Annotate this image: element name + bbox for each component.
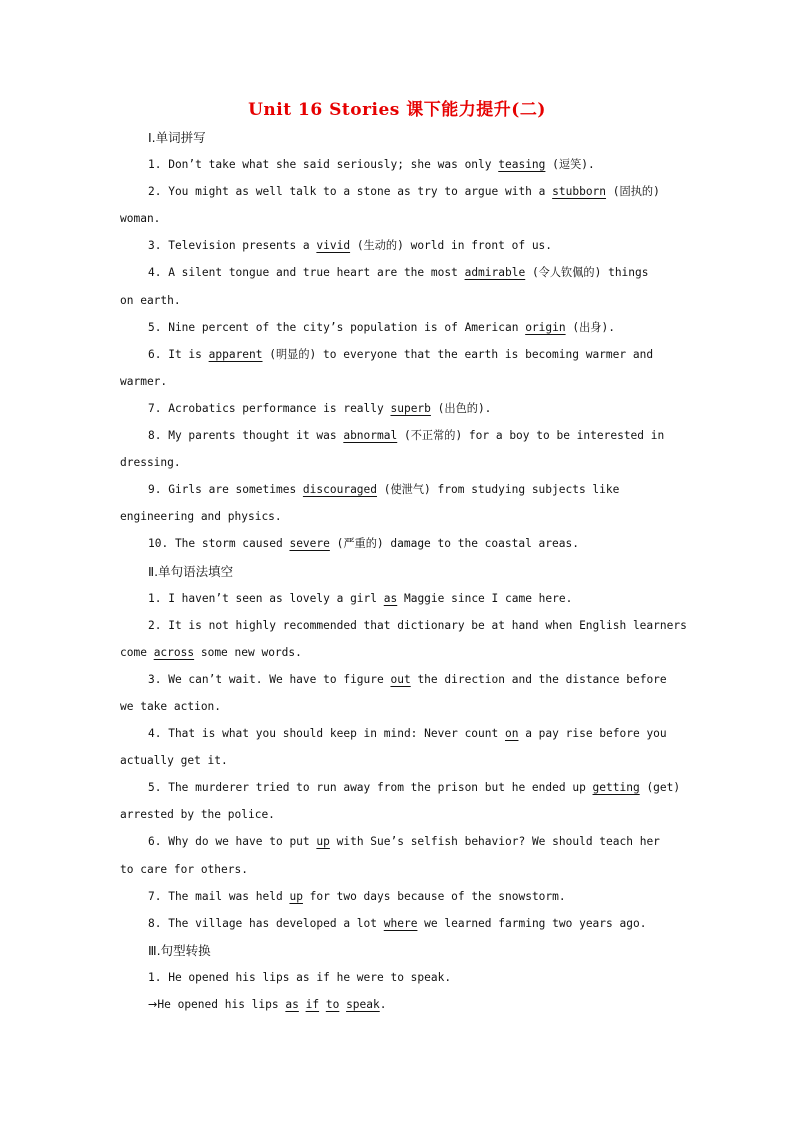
exercise-item-continuation: arrested by the police. <box>120 808 275 822</box>
answer-text: as <box>285 998 299 1011</box>
exercise-item-continuation: engineering and physics. <box>120 510 282 524</box>
exercise-item-continuation: warmer. <box>120 374 168 388</box>
answer-text: teasing <box>498 158 546 172</box>
exercise-item: 1. He opened his lips as if he were to speak. <box>148 970 452 984</box>
exercise-item: 7. The mail was held up for two days because of the snowstorm. <box>148 889 566 903</box>
arrow-icon: → <box>148 998 158 1011</box>
exercise-content <box>120 124 720 1018</box>
exercise-item-continuation: on earth. <box>120 293 181 307</box>
answer-text: origin <box>525 320 566 334</box>
answer-text: abnormal <box>343 429 398 443</box>
answer-text: superb <box>390 401 431 415</box>
exercise-item-continuation: dressing. <box>120 456 181 470</box>
section-heading: Ⅰ.单词拼写 <box>148 130 206 145</box>
exercise-item: 7. Acrobatics performance is really superb (出色的). <box>148 401 492 415</box>
rewrite-answer: →He opened his lips as if to speak. <box>148 998 387 1011</box>
exercise-item: 8. My parents thought it was abnormal (不正常的) for a boy to be interested in <box>148 429 665 443</box>
exercise-item: 3. Television presents a vivid (生动的) world in front of us. <box>148 239 553 253</box>
exercise-item: 3. We can’t wait. We have to figure out the direction and the distance before <box>148 672 667 686</box>
answer-text: up <box>289 889 303 903</box>
answer-text: stubborn <box>552 185 607 199</box>
answer-text: getting <box>592 781 640 795</box>
exercise-item: 6. It is apparent (明显的) to everyone that the earth is becoming warmer and <box>148 347 654 361</box>
exercise-item-continuation: woman. <box>120 212 161 226</box>
exercise-item: 5. Nine percent of the city’s population is of American origin (出身). <box>148 320 615 334</box>
answer-text: where <box>383 916 418 930</box>
answer-text: apparent <box>208 347 263 361</box>
section-heading: Ⅱ.单句语法填空 <box>148 563 234 579</box>
answer-text: severe <box>289 537 330 551</box>
answer-text: if <box>305 998 320 1011</box>
answer-text: out <box>390 672 411 686</box>
answer-text: discouraged <box>302 483 378 497</box>
answer-text: on <box>504 727 519 741</box>
exercise-item: 2. It is not highly recommended that dictionary be at hand when English learners <box>148 618 687 632</box>
answer-text: across <box>153 645 195 659</box>
answer-text: admirable <box>464 266 526 280</box>
exercise-item: 9. Girls are sometimes discouraged (使泄气) from studying subjects like <box>148 483 620 497</box>
exercise-item: 1. I haven’t seen as lovely a girl as Maggie since I came here. <box>148 591 573 605</box>
answer-text: speak <box>346 998 380 1011</box>
exercise-item: 2. You might as well talk to a stone as try to argue with a stubborn (固执的) <box>148 185 660 199</box>
exercise-item: 6. Why do we have to put up with Sue’s selfish behavior? We should teach her <box>148 835 660 849</box>
exercise-item-continuation: we take action. <box>120 699 222 713</box>
answer-text: as <box>383 591 398 605</box>
exercise-item-continuation: to care for others. <box>120 862 248 876</box>
exercise-item-continuation: come across some new words. <box>120 645 302 659</box>
exercise-item: 1. Don’t take what she said seriously; she was only teasing (逗笑). <box>148 158 595 172</box>
answer-text: vivid <box>316 239 351 253</box>
section-heading: Ⅲ.句型转换 <box>148 942 211 958</box>
exercise-item: 10. The storm caused severe (严重的) damage to the coastal areas. <box>148 537 579 551</box>
answer-text: up <box>316 835 330 849</box>
exercise-item: 4. A silent tongue and true heart are the most admirable (令人钦佩的) things <box>148 266 649 280</box>
exercise-item-continuation: actually get it. <box>120 754 228 768</box>
exercise-item: 5. The murderer tried to run away from the prison but he ended up getting (get) <box>148 781 681 795</box>
exercise-item: 4. That is what you should keep in mind: Never count on a pay rise before you <box>148 727 667 741</box>
exercise-item: 8. The village has developed a lot where we learned farming two years ago. <box>148 916 647 930</box>
page-title: Unit 16 Stories 课下能力提升(二) <box>248 100 546 120</box>
answer-text: to <box>325 998 340 1011</box>
